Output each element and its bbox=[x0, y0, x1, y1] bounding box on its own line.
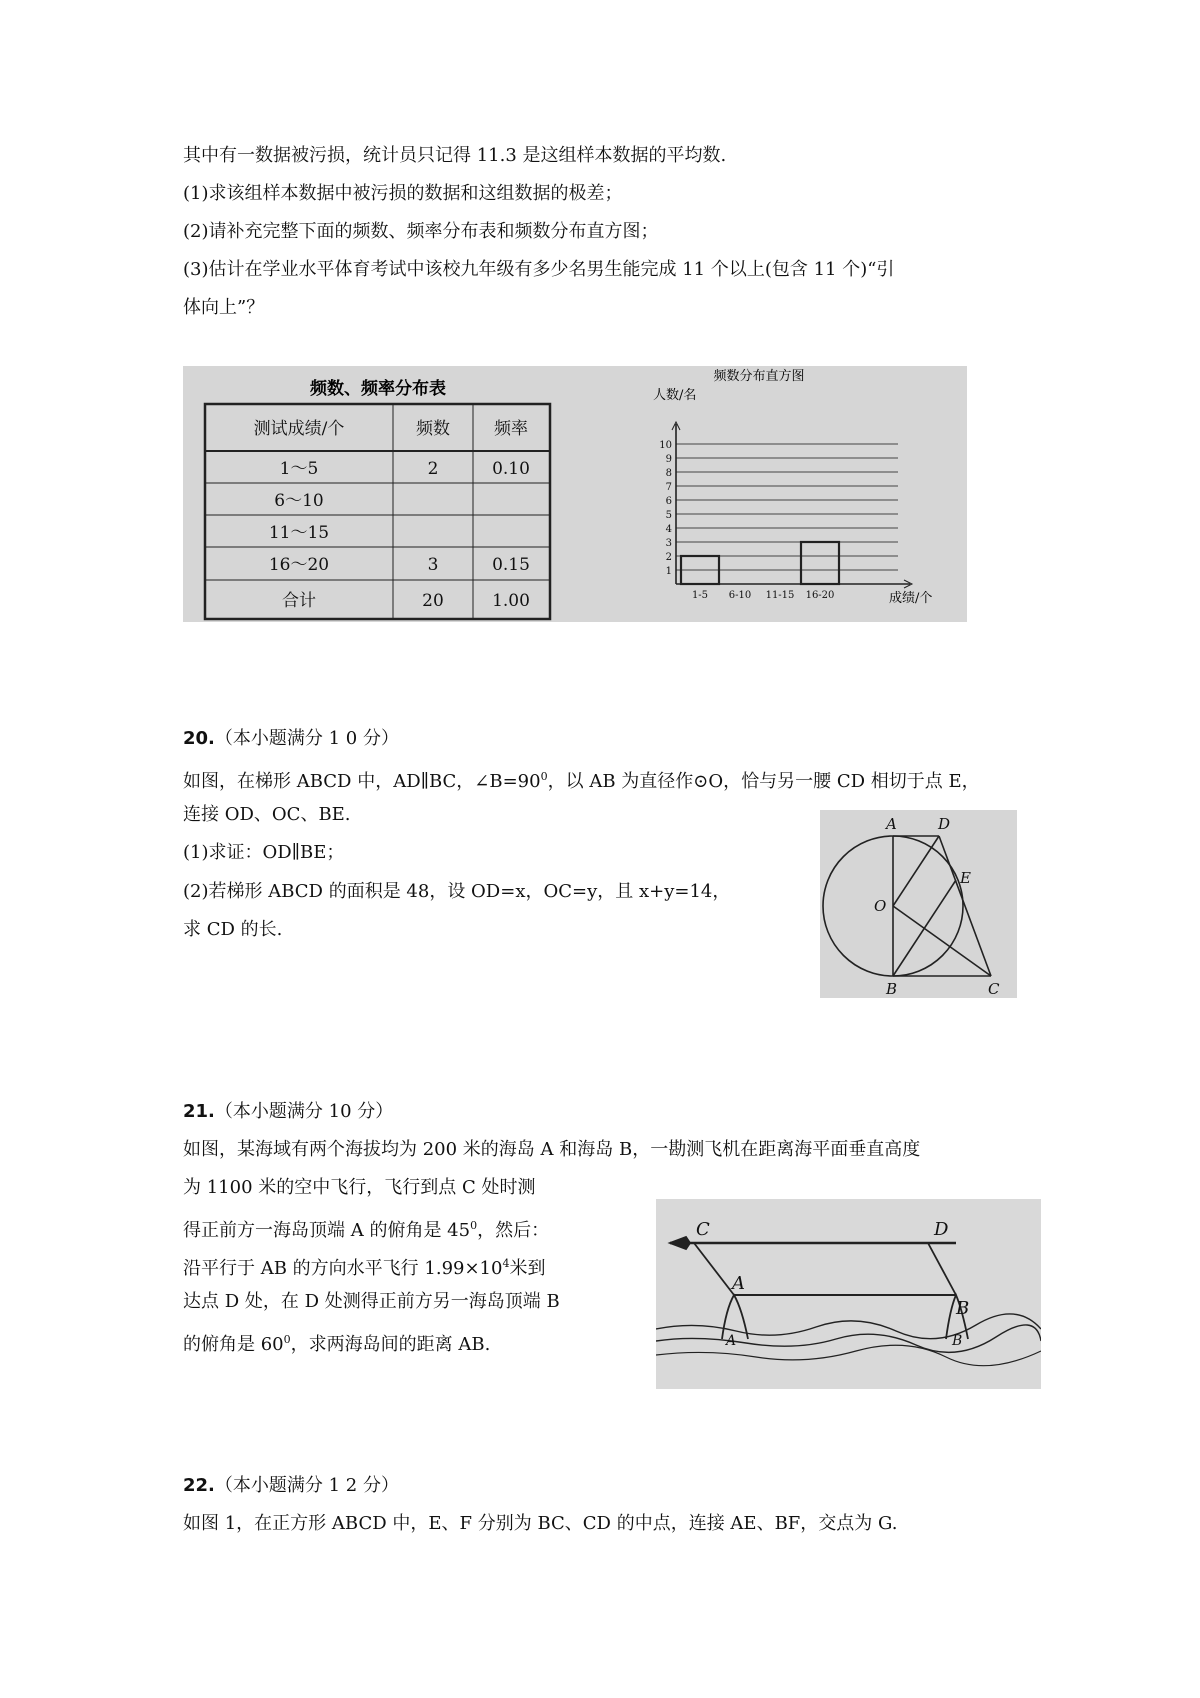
label-a-base: A bbox=[726, 1333, 737, 1349]
y-tick-label: 1 bbox=[665, 566, 672, 577]
histogram-title: 频数分布直方图 bbox=[713, 369, 805, 384]
table-cell: 1～5 bbox=[279, 459, 319, 479]
q20-line-4: (2)若梯形 ABCD 的面积是 48，设 OD=x，OC=y，且 x+y=14， bbox=[183, 881, 731, 902]
histogram-xlabel: 成绩/个 bbox=[889, 591, 933, 606]
histogram-plot bbox=[659, 422, 912, 601]
label-c: C bbox=[696, 1219, 710, 1240]
q19-line-3: (2)请补充完整下面的频数、频率分布表和频数分布直方图； bbox=[183, 221, 659, 242]
label-o: O bbox=[874, 897, 887, 915]
q20-heading bbox=[183, 727, 399, 751]
degree-mark: 0 bbox=[470, 1219, 478, 1232]
q21-line-6a: 的俯角是 60 bbox=[183, 1334, 284, 1355]
q21-line-6b: ，求两海岛间的距离 AB. bbox=[290, 1334, 491, 1355]
label-d: D bbox=[938, 815, 951, 833]
y-tick-label: 8 bbox=[665, 468, 672, 479]
q21-score-note: （本小题满分 10 分） bbox=[214, 1101, 394, 1122]
q21-heading bbox=[183, 1100, 393, 1124]
label-c: C bbox=[988, 980, 1000, 998]
q21-line-6 bbox=[183, 1328, 490, 1357]
y-tick-label: 5 bbox=[665, 510, 672, 521]
y-tick-label: 4 bbox=[665, 524, 672, 535]
q21-line-3 bbox=[183, 1214, 549, 1243]
table-cell: 20 bbox=[422, 591, 444, 611]
table-header-frequency: 频数 bbox=[416, 419, 450, 439]
q21-line-3a: 得正前方一海岛顶端 A 的俯角是 45 bbox=[183, 1220, 471, 1241]
q21-line-4b: 米到 bbox=[509, 1258, 546, 1279]
degree-mark: 0 bbox=[540, 770, 548, 783]
y-tick-label: 7 bbox=[665, 482, 672, 493]
q21-figure-svg bbox=[656, 1199, 1041, 1389]
label-a: A bbox=[732, 1273, 745, 1294]
y-tick-label: 3 bbox=[665, 538, 672, 549]
q20-line-1a: 如图，在梯形 ABCD 中，AD∥BC，∠B=90 bbox=[183, 771, 541, 792]
table-cell: 11～15 bbox=[268, 523, 330, 543]
q21-figure bbox=[656, 1199, 1041, 1389]
table-cell: 6～10 bbox=[274, 491, 324, 511]
q20-figure bbox=[820, 810, 1017, 998]
q22-heading bbox=[183, 1474, 399, 1498]
table-cell: 3 bbox=[427, 555, 439, 575]
q21-line-4a: 沿平行于 AB 的方向水平飞行 1.99×10 bbox=[183, 1258, 503, 1279]
q19-line-5: 体向上”？ bbox=[183, 297, 265, 318]
q21-line-4 bbox=[183, 1252, 545, 1281]
q21-line-2: 为 1100 米的空中飞行，飞行到点 C 处时测 bbox=[183, 1177, 536, 1198]
label-d: D bbox=[934, 1219, 949, 1240]
x-tick-label: 11-15 bbox=[765, 590, 795, 601]
q20-line-1b: ，以 AB 为直径作⊙O，恰与另一腰 CD 相切于点 E， bbox=[547, 771, 980, 792]
label-b: B bbox=[956, 1298, 970, 1319]
q19-line-1: 其中有一数据被污损，统计员只记得 11.3 是这组样本数据的平均数. bbox=[183, 145, 727, 166]
q19-figure-svg bbox=[183, 366, 967, 622]
q19-line-2: (1)求该组样本数据中被污损的数据和这组数据的极差； bbox=[183, 183, 623, 204]
table-title: 频数、频率分布表 bbox=[310, 379, 446, 399]
q20-score-note: （本小题满分 1 0 分） bbox=[214, 728, 399, 749]
table-cell: 合计 bbox=[282, 591, 316, 611]
exponent: 4 bbox=[502, 1257, 510, 1270]
histogram-bar bbox=[801, 542, 839, 584]
table-cell: 0.15 bbox=[492, 555, 530, 575]
label-e: E bbox=[960, 869, 971, 887]
y-tick-label: 10 bbox=[659, 440, 672, 451]
q20-line-3: (1)求证：OD∥BE； bbox=[183, 842, 345, 863]
table-header-score: 测试成绩/个 bbox=[253, 419, 345, 439]
histogram-ylabel: 人数/名 bbox=[653, 388, 697, 403]
table-cell: 2 bbox=[427, 459, 439, 479]
table-header-rate: 频率 bbox=[494, 419, 528, 439]
q20-figure-svg bbox=[820, 810, 1017, 998]
x-tick-label: 1-5 bbox=[691, 590, 709, 601]
q20-line-5: 求 CD 的长. bbox=[183, 919, 283, 940]
y-tick-label: 9 bbox=[665, 454, 672, 465]
q22-number: 22. bbox=[183, 1475, 215, 1496]
table-cell: 16～20 bbox=[268, 555, 330, 575]
x-tick-label: 16-20 bbox=[805, 590, 835, 601]
table-cell: 1.00 bbox=[492, 591, 530, 611]
q22-line-1: 如图 1，在正方形 ABCD 中，E、F 分别为 BC、CD 的中点，连接 AE、BF，交点为 G. bbox=[183, 1513, 898, 1534]
q21-line-5: 达点 D 处，在 D 处测得正前方另一海岛顶端 B bbox=[183, 1291, 560, 1312]
q19-figure bbox=[183, 366, 967, 622]
q20-line-2: 连接 OD、OC、BE. bbox=[183, 804, 351, 825]
x-tick-label: 6-10 bbox=[728, 590, 752, 601]
q21-number: 21. bbox=[183, 1101, 215, 1122]
label-b-base: B bbox=[952, 1333, 963, 1349]
q21-line-3b: ，然后： bbox=[477, 1220, 550, 1241]
q20-number: 20. bbox=[183, 728, 215, 749]
q19-line-4: (3)估计在学业水平体育考试中该校九年级有多少名男生能完成 11 个以上(包含 11 个)“引 bbox=[183, 259, 895, 280]
label-b: B bbox=[886, 980, 898, 998]
y-tick-label: 6 bbox=[665, 496, 672, 507]
label-a: A bbox=[886, 815, 897, 833]
q22-score-note: （本小题满分 1 2 分） bbox=[214, 1475, 399, 1496]
y-tick-label: 2 bbox=[665, 552, 672, 563]
table-cell: 0.10 bbox=[492, 459, 530, 479]
degree-mark: 0 bbox=[283, 1333, 291, 1346]
q20-line-1 bbox=[183, 765, 980, 794]
airplane-icon bbox=[670, 1237, 690, 1249]
q21-line-1: 如图，某海域有两个海拔均为 200 米的海岛 A 和海岛 B，一勘测飞机在距离海平面垂直高度 bbox=[183, 1139, 921, 1160]
